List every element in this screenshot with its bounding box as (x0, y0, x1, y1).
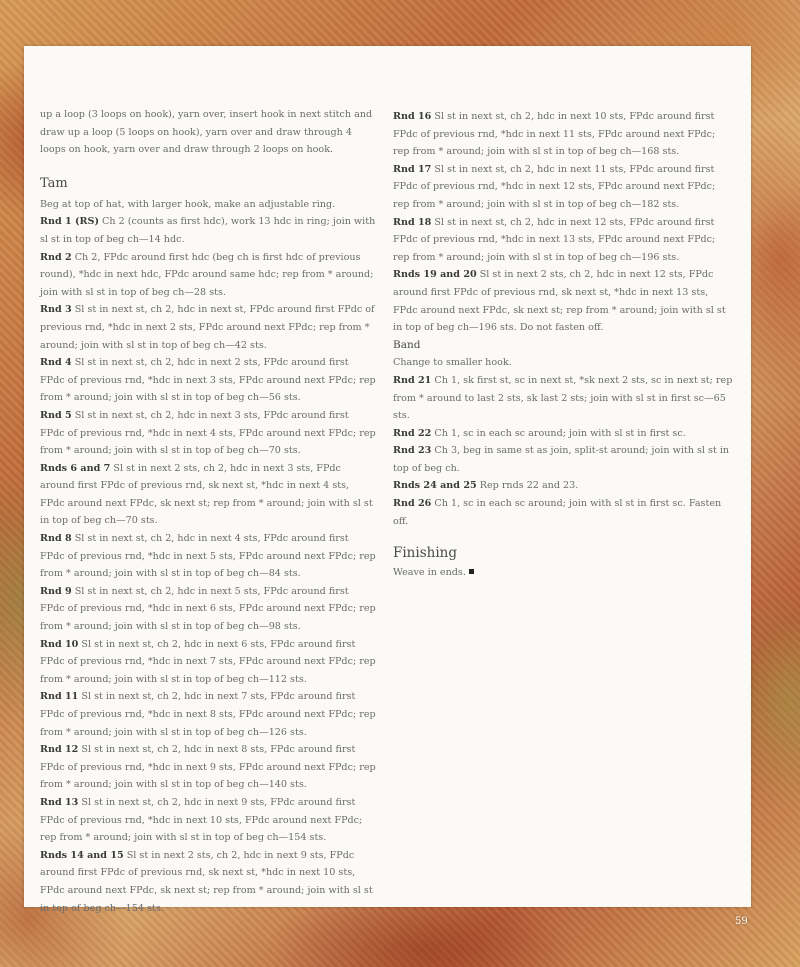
round-4: Rnd 4 Sl st in next st, ch 2, hdc in next 2 sts, FPdc around first FPdc of previous rnd, *hdc in next 3 sts, FPdc around next FPdc; rep from * around; join with sl st in top of beg ch—56 sts. (40, 357, 376, 404)
left-column (40, 106, 376, 917)
round-18: Rnd 18 Sl st in next st, ch 2, hdc in next 12 sts, FPdc around first FPdc of previous rnd, *hdc in next 13 sts, FPdc around next FPdc; rep from * around; join with sl st in top of beg ch—196 sts. (393, 216, 716, 263)
round-8: Rnd 8 Sl st in next st, ch 2, hdc in next 4 sts, FPdc around first FPdc of previous rnd, *hdc in next 5 sts, FPdc around next FPdc; rep from * around; join with sl st in top of beg ch—84 sts. (40, 533, 376, 580)
round-16: Rnd 16 Sl st in next st, ch 2, hdc in next 10 sts, FPdc around first FPdc of previous rnd, *hdc in next 11 sts, FPdc around next FPdc; rep from * around; join with sl st in top of beg ch—168 sts. (393, 111, 716, 158)
tam-intro: Beg at top of hat, with larger hook, make an adjustable ring. (40, 198, 336, 210)
round-26: Rnd 26 Ch 1, sc in each sc around; join with sl st in first sc. Fasten off. (393, 498, 722, 527)
end-square-icon (469, 569, 474, 574)
round-6-7: Rnds 6 and 7 Sl st in next 2 sts, ch 2, hdc in next 3 sts, FPdc around first FPdc of previous rnd, sk next st, *hdc in next 4 sts, FPdc around next FPdc, sk next st; rep from * around; join with sl st in top of beg ch—70 sts. (40, 462, 373, 527)
round-17: Rnd 17 Sl st in next st, ch 2, hdc in next 11 sts, FPdc around first FPdc of previous rnd, *hdc in next 12 sts, FPdc around next FPdc; rep from * around; join with sl st in top of beg ch—182 sts. (393, 163, 716, 210)
round-14-15: Rnds 14 and 15 Sl st in next 2 sts, ch 2, hdc in next 9 sts, FPdc around first FPdc of previous rnd, sk next st, *hdc in next 10 sts, FPdc around next FPdc, sk next st; rep from * around; join with sl st in top of beg ch—154 sts. (40, 849, 373, 914)
band-heading: Band (393, 338, 421, 351)
round-2: Rnd 2 Ch 2, FPdc around first hdc (beg ch is first hdc of previous round), *hdc in next hdc, FPdc around same hdc; rep from * around; join with sl st in top of beg ch—28 sts. (40, 251, 374, 298)
round-1: Rnd 1 (RS) Ch 2 (counts as first hdc), work 13 hdc in ring; join with sl st in top of beg ch—14 hdc. (40, 216, 376, 245)
finishing-text: Weave in ends. (393, 564, 733, 582)
right-column (393, 108, 733, 582)
round-9: Rnd 9 Sl st in next st, ch 2, hdc in next 5 sts, FPdc around first FPdc of previous rnd, *hdc in next 6 sts, FPdc around next FPdc; rep from * around; join with sl st in top of beg ch—98 sts. (40, 585, 376, 633)
round-23: Rnd 23 Ch 3, beg in same st as join, split-st around; join with sl st in top of beg ch. (393, 445, 730, 474)
finishing-heading: Finishing (393, 545, 457, 562)
round-5: Rnd 5 Sl st in next st, ch 2, hdc in next 3 sts, FPdc around first FPdc of previous rnd, *hdc in next 4 sts, FPdc around next FPdc; rep from * around; join with sl st in top of beg ch—70 sts. (40, 409, 376, 457)
round-3: Rnd 3 Sl st in next st, ch 2, hdc in next st, FPdc around first FPdc of previous rnd, *hdc in next 2 sts, FPdc around next FPdc; rep from * around; join with sl st in top of beg ch—42 sts. (40, 304, 375, 351)
round-22: Rnd 22 Ch 1, sc in each sc around; join with sl st in first sc. (393, 427, 686, 439)
round-21: Rnd 21 Ch 1, sk first st, sc in next st, *sk next 2 sts, sc in next st; rep from * around to last 2 sts, sk last 2 sts; join with sl st in first sc—65 sts. (393, 374, 733, 422)
round-10: Rnd 10 Sl st in next st, ch 2, hdc in next 6 sts, FPdc around first FPdc of previous rnd, *hdc in next 7 sts, FPdc around next FPdc; rep from * around; join with sl st in top of beg ch—112 sts. (40, 638, 376, 685)
round-24-25: Rnds 24 and 25 Rep rnds 22 and 23. (393, 480, 579, 492)
page-number: 59 (735, 916, 748, 927)
intro-paragraph: up a loop (3 loops on hook), yarn over, insert hook in next stitch and draw up a loop (5 loops on hook), yarn over and draw through 4 loops on hook, yarn over and draw through 2 loops on hook. (40, 109, 373, 156)
page-sheet (24, 46, 751, 914)
band-intro: Change to smaller hook. (393, 357, 512, 369)
round-19-20: Rnds 19 and 20 Sl st in next 2 sts, ch 2, hdc in next 12 sts, FPdc around first FPdc of previous rnd, sk next st, *hdc in next 13 sts, FPdc around next FPdc, sk next st; rep from * around; join with sl st in top of beg ch—196 sts. Do not fasten off. (393, 269, 726, 334)
tam-heading: Tam (40, 175, 68, 191)
round-13: Rnd 13 Sl st in next st, ch 2, hdc in next 9 sts, FPdc around first FPdc of previous rnd, *hdc in next 10 sts, FPdc around next FPdc; rep from * around; join with sl st in top of beg ch—154 sts. (40, 796, 363, 844)
round-12: Rnd 12 Sl st in next st, ch 2, hdc in next 8 sts, FPdc around first FPdc of previous rnd, *hdc in next 9 sts, FPdc around next FPdc; rep from * around; join with sl st in top of beg ch—140 sts. (40, 744, 376, 791)
round-11: Rnd 11 Sl st in next st, ch 2, hdc in next 7 sts, FPdc around first FPdc of previous rnd, *hdc in next 8 sts, FPdc around next FPdc; rep from * around; join with sl st in top of beg ch—126 sts. (40, 691, 376, 738)
